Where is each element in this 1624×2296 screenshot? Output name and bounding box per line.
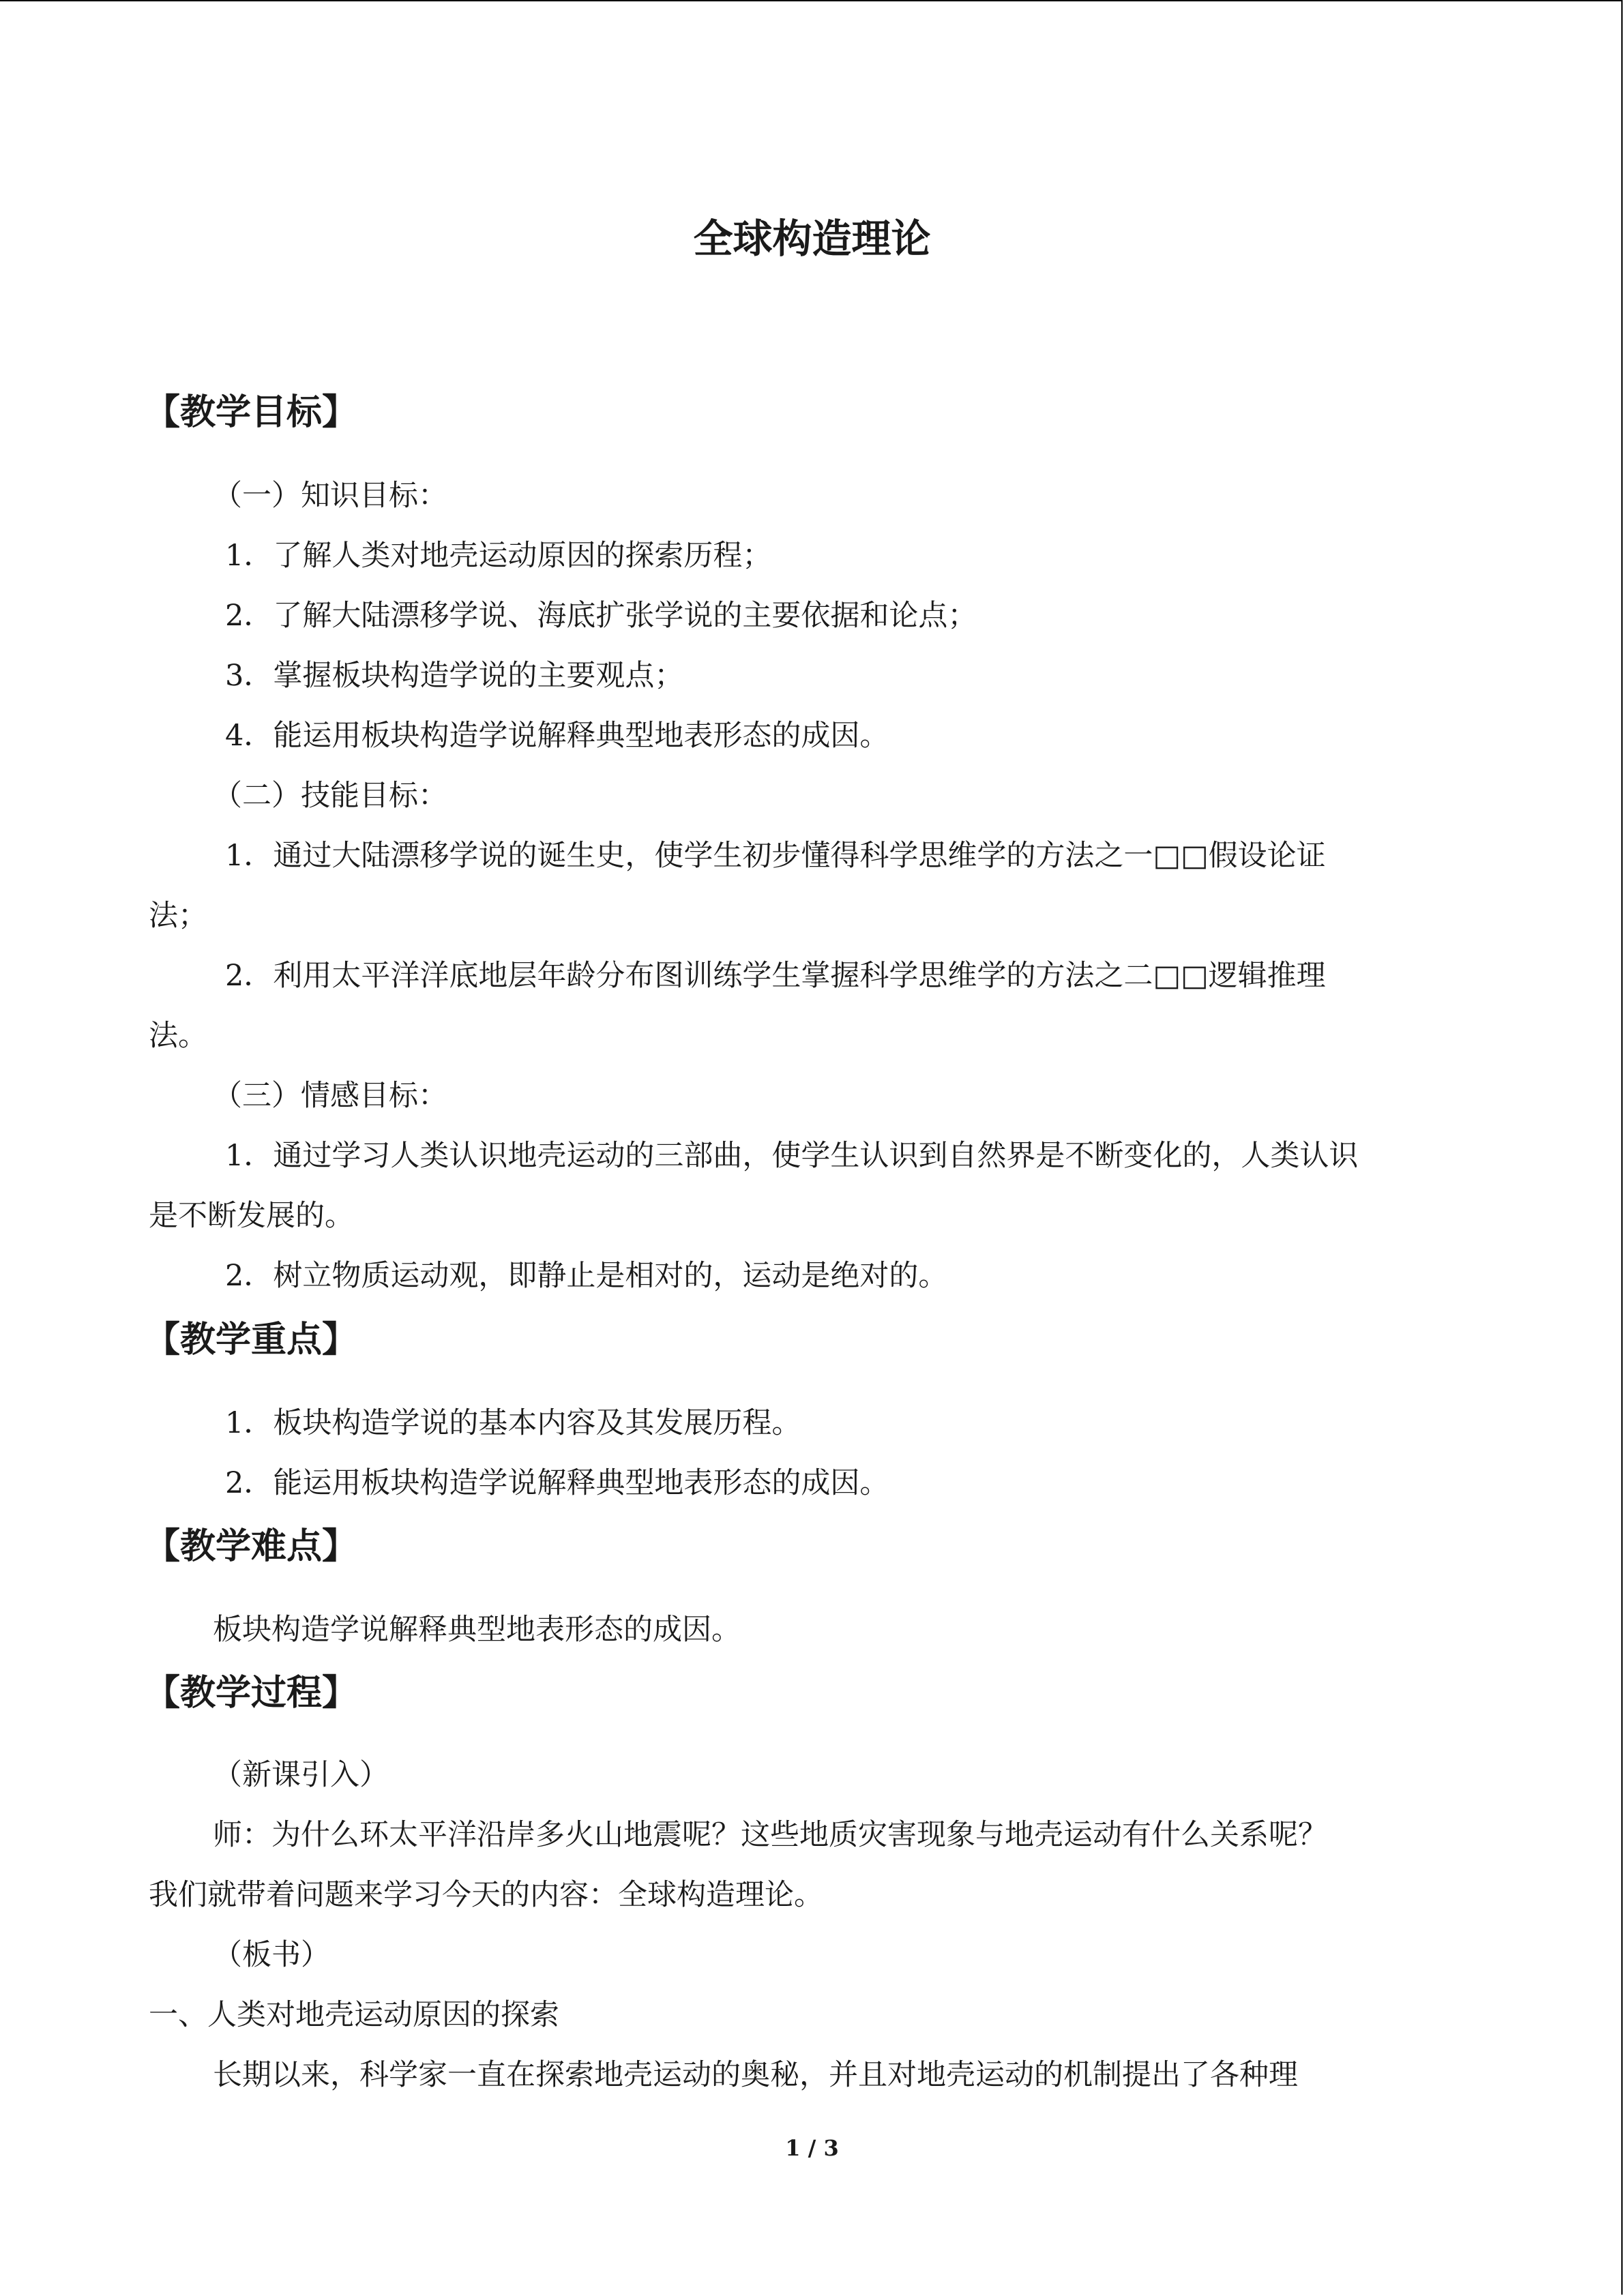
page-number: 1 / 3 (785, 2135, 839, 2161)
key-point-item: 2．能运用板块构造学说解释典型地表形态的成因。 (225, 1466, 889, 1500)
skill-goal-item-2: 2．利用太平洋洋底地层年龄分布图训练学生掌握科学思维学的方法之二□□逻辑推理 (225, 959, 1326, 993)
page-title: 全球构造理论 (693, 215, 931, 262)
paragraph-text: 长期以来，科学家一直在探索地壳运动的奥秘，并且对地壳运动的机制提出了各种理 (213, 2058, 1298, 2092)
knowledge-goal-item: 2．了解大陆漂移学说、海底扩张学说的主要依据和论点； (225, 599, 977, 633)
emotion-goal-item-1-cont: 是不断发展的。 (149, 1199, 354, 1233)
difficulty-text: 板块构造学说解释典型地表形态的成因。 (213, 1613, 741, 1647)
teacher-speech: 师：为什么环太平洋沿岸多火山地震呢？这些地质灾害现象与地壳运动有什么关系呢？ (213, 1818, 1327, 1852)
emotion-goal-item-2: 2．树立物质运动观，即静止是相对的，运动是绝对的。 (225, 1259, 948, 1293)
emotion-goal-label: （三）情感目标： (213, 1079, 447, 1113)
board-label: （板书） (213, 1938, 330, 1972)
skill-goal-item-2-cont: 法。 (149, 1019, 207, 1053)
section-heading-goals: 【教学目标】 (145, 392, 358, 433)
emotion-goal-item-1: 1．通过学习人类认识地壳运动的三部曲，使学生认识到自然界是不断变化的，人类认识 (225, 1139, 1359, 1173)
section-one-title: 一、人类对地壳运动原因的探索 (149, 1998, 559, 2032)
skill-goal-label: （二）技能目标： (213, 779, 447, 813)
knowledge-goal-item: 4．能运用板块构造学说解释典型地表形态的成因。 (225, 719, 889, 753)
section-heading-difficulty: 【教学难点】 (145, 1526, 358, 1567)
skill-goal-item-1-cont: 法； (149, 899, 207, 933)
section-heading-key-points: 【教学重点】 (145, 1320, 358, 1360)
skill-goal-item-1: 1．通过大陆漂移学说的诞生史，使学生初步懂得科学思维学的方法之一□□假设论证 (225, 839, 1326, 873)
section-heading-process: 【教学过程】 (145, 1673, 358, 1714)
intro-label: （新课引入） (213, 1758, 389, 1792)
knowledge-goal-item: 3．掌握板块构造学说的主要观点； (225, 659, 684, 693)
key-point-item: 1．板块构造学说的基本内容及其发展历程。 (225, 1406, 801, 1440)
teacher-speech-cont: 我们就带着问题来学习今天的内容：全球构造理论。 (149, 1878, 823, 1912)
knowledge-goal-label: （一）知识目标： (213, 479, 447, 513)
knowledge-goal-item: 1．了解人类对地壳运动原因的探索历程； (225, 539, 772, 573)
